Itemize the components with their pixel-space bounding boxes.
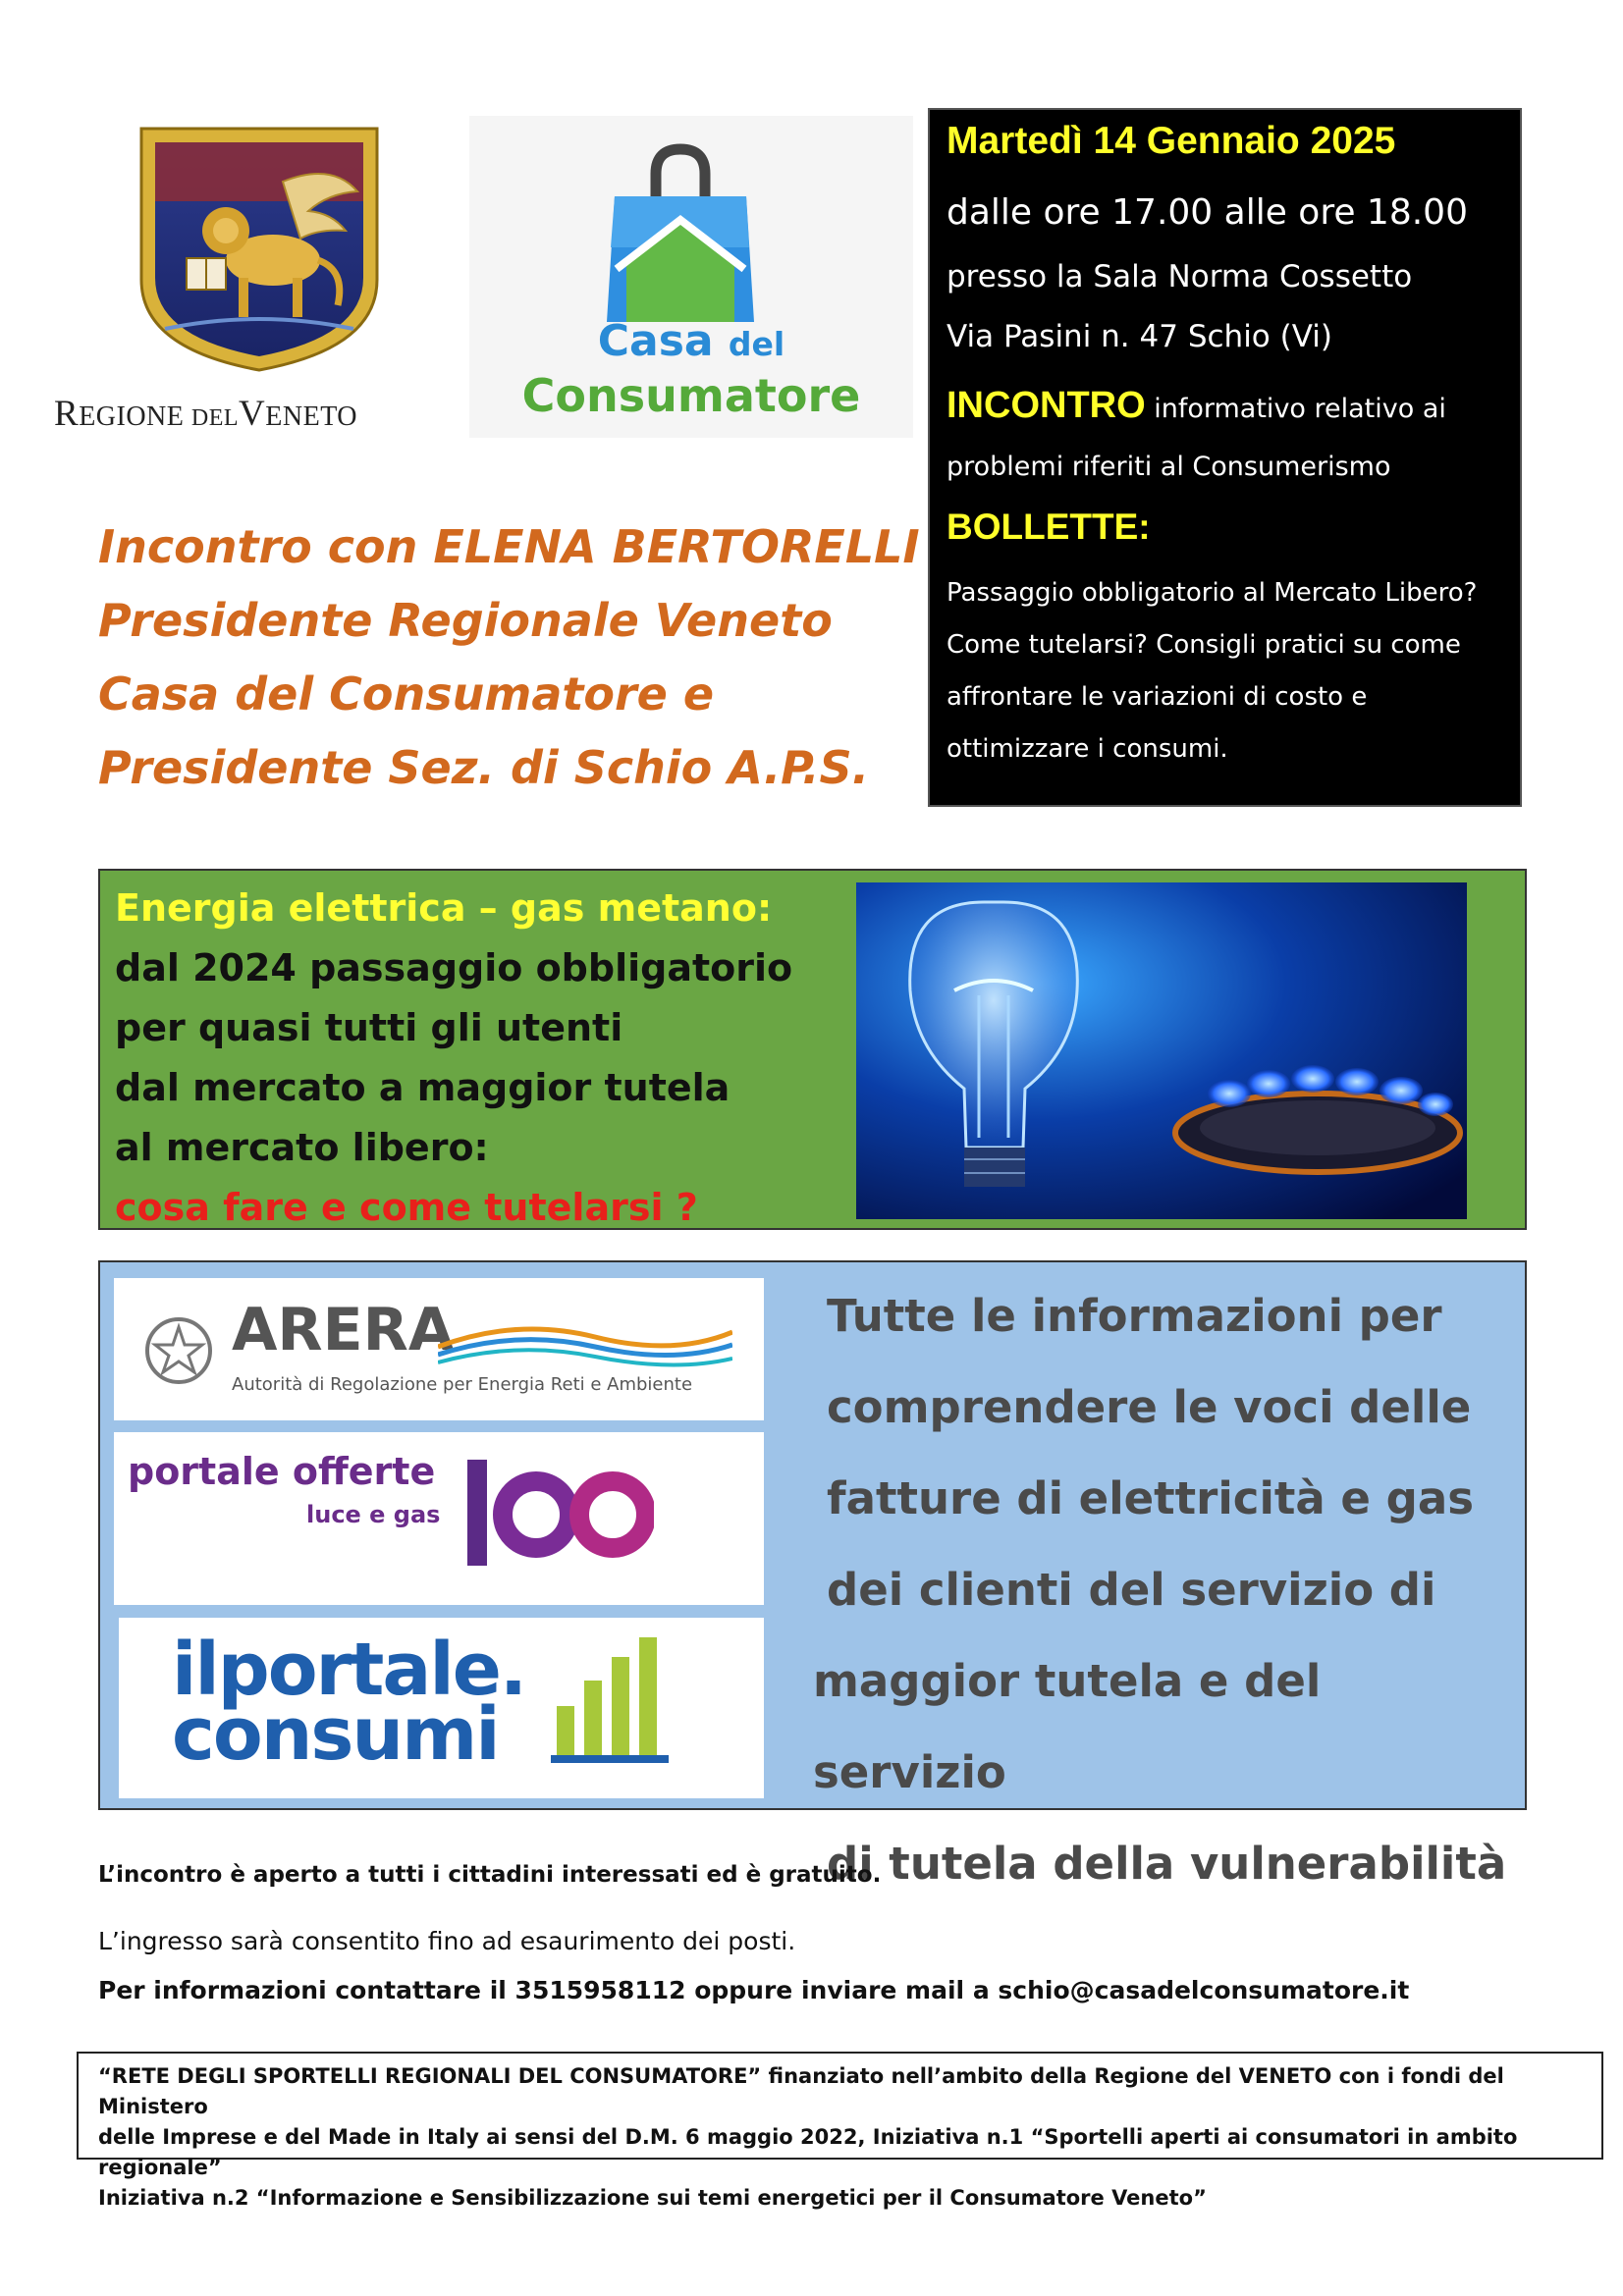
regione-veneto-wordmark: REGIONE DELVENETO <box>54 394 358 434</box>
incontro-text: informativo relativo ai <box>1145 394 1446 424</box>
information-line: maggior tutela e del servizio <box>813 1655 1322 1798</box>
event-time: dalle ore 17.00 alle ore 18.00 <box>947 192 1468 233</box>
footer-line: Iniziativa n.2 “Informazione e Sensibilizzazione sui temi energetici per il Consumatore Veneto” <box>98 2186 1207 2210</box>
portale-consumi-line2: consumi <box>172 1692 499 1777</box>
event-venue: presso la Sala Norma Cossetto <box>947 259 1413 294</box>
lightbulb-gas-flame-image <box>856 882 1467 1219</box>
italian-emblem-icon <box>143 1315 214 1386</box>
regione-veneto-shield-logo <box>135 123 383 376</box>
event-date: Martedì 14 Gennaio 2025 <box>947 120 1396 162</box>
event-address: Via Pasini n. 47 Schio (Vi) <box>947 319 1332 354</box>
incontro-line <box>947 385 1446 427</box>
portale-offerte-title: portale offerte <box>128 1450 436 1493</box>
energy-line: dal mercato a maggior tutela <box>115 1066 730 1109</box>
energy-text <box>115 879 792 1238</box>
portale-offerte-subtitle: luce e gas <box>306 1501 441 1528</box>
bollette-line: affrontare le variazioni di costo e <box>947 682 1368 712</box>
information-line: di tutela della vulnerabilità <box>827 1838 1507 1890</box>
information-line: Tutte le informazioni per <box>827 1290 1442 1342</box>
arera-wave-icon <box>438 1308 732 1376</box>
information-line: dei clienti del servizio di <box>827 1564 1436 1616</box>
energy-line: dal 2024 passaggio obbligatorio <box>115 946 793 989</box>
information-text <box>813 1270 1514 1909</box>
casa-logo-word-casa: Casa <box>597 316 729 366</box>
speaker-line: Presidente Sez. di Schio A.P.S. <box>98 741 870 794</box>
energy-question: cosa fare e come tutelarsi ? <box>115 1186 698 1229</box>
energy-section <box>98 869 1527 1230</box>
entry-note: L’ingresso sarà consentito fino ad esaurimento dei posti. <box>98 1927 796 1955</box>
information-line: fatture di elettricità e gas <box>827 1472 1474 1524</box>
portale-consumi-logo <box>119 1618 764 1798</box>
event-info-box <box>928 108 1522 807</box>
casa-logo-word-consumatore: Consumatore <box>521 369 861 422</box>
arera-logo <box>114 1278 764 1420</box>
portale-offerte-logo <box>114 1432 764 1605</box>
speaker-line: Presidente Regionale Veneto <box>98 594 833 647</box>
bollette-description <box>947 567 1506 775</box>
speaker-line: Incontro con ELENA BERTORELLI <box>98 520 920 573</box>
portale-offerte-100-icon <box>467 1460 654 1568</box>
contact-note: Per informazioni contattare il 3515958112 oppure inviare mail a schio@casadelconsumatore.it <box>98 1976 1410 2004</box>
bar-chart-icon <box>551 1637 669 1765</box>
casa-logo-word-del: del <box>728 325 785 363</box>
energy-line: al mercato libero: <box>115 1126 489 1169</box>
casa-del-consumatore-logo <box>469 116 913 438</box>
arera-wordmark: ARERA <box>232 1296 455 1364</box>
energy-headline: Energia elettrica – gas metano: <box>115 886 773 930</box>
speaker-line: Casa del Consumatore e <box>98 667 715 721</box>
footer-line: “RETE DEGLI SPORTELLI REGIONALI DEL CONSUMATORE” finanziato nell’ambito della Regione del VENETO con i fondi del Ministero <box>98 2064 1504 2118</box>
footer-line: delle Imprese e del Made in Italy ai sensi del D.M. 6 maggio 2022, Iniziativa n.1 “Sportelli aperti ai consumatori in ambito regionale” <box>98 2125 1518 2179</box>
shopping-bag-house-icon <box>597 139 764 326</box>
open-to-all-note: L’incontro è aperto a tutti i cittadini interessati ed è gratuito. <box>98 1862 882 1888</box>
incontro-label: INCONTRO <box>947 385 1146 426</box>
funding-footer <box>77 2052 1603 2210</box>
information-line: comprendere le voci delle <box>827 1381 1472 1433</box>
portale-consumi-line1: ilportale. <box>172 1628 526 1712</box>
incontro-text-2: problemi riferiti al Consumerismo <box>947 452 1391 482</box>
bollette-line: Come tutelarsi? Consigli pratici su come <box>947 630 1461 660</box>
bollette-line: Passaggio obbligatorio al Mercato Libero? <box>947 578 1478 608</box>
speaker-heading <box>98 510 923 805</box>
energy-line: per quasi tutti gli utenti <box>115 1006 623 1049</box>
bollette-line: ottimizzare i consumi. <box>947 734 1228 764</box>
bollette-label: BOLLETTE: <box>947 507 1151 547</box>
arera-subtitle: Autorità di Regolazione per Energia Reti e Ambiente <box>232 1374 693 1395</box>
